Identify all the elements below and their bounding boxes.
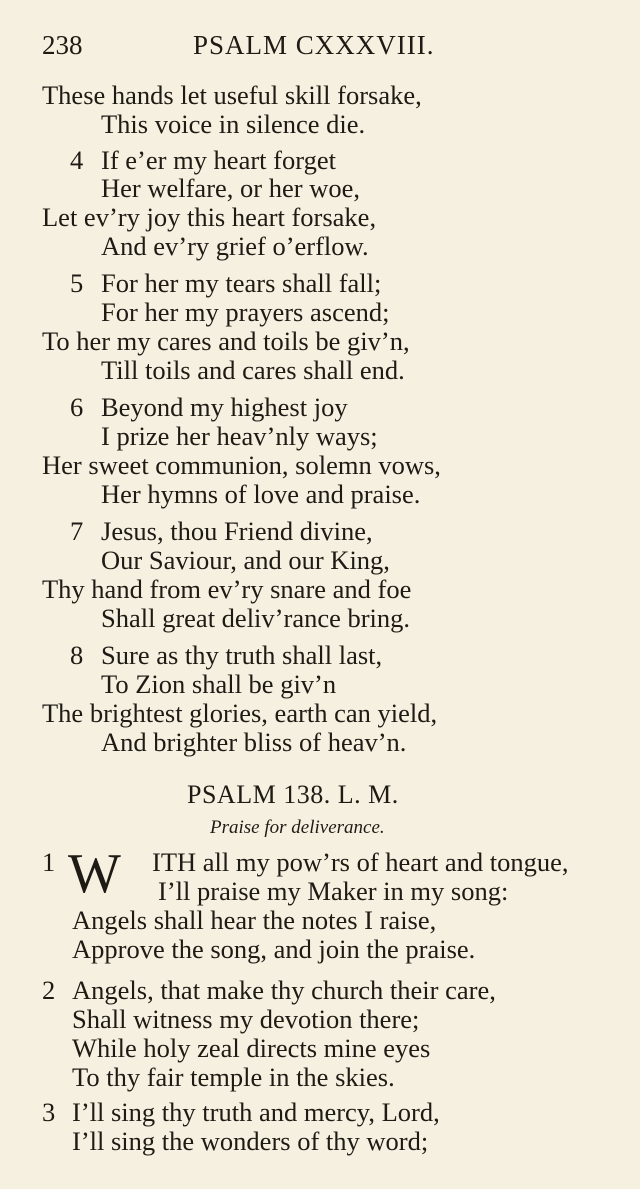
verse-line: Her sweet communion, solemn vows, — [42, 450, 441, 480]
verse-line: Approve the song, and join the praise. — [72, 934, 476, 964]
psalm-subtitle: Praise for deliverance. — [210, 817, 385, 838]
verse-line: Till toils and cares shall end. — [101, 355, 405, 385]
verse-line: To Zion shall be giv’n — [101, 669, 337, 699]
stanza-number: 6 — [70, 392, 84, 422]
stanza-number: 8 — [70, 640, 84, 670]
verse-number: 3 — [42, 1097, 56, 1127]
verse-line: If e’er my heart forget — [101, 145, 336, 175]
verse-number: 1 — [42, 847, 56, 877]
verse-number: 2 — [42, 975, 56, 1005]
verse-line: The brightest glories, earth can yield, — [42, 698, 438, 728]
verse-line: Our Saviour, and our King, — [101, 545, 390, 575]
verse-line: Sure as thy truth shall last, — [101, 640, 383, 670]
verse-line: And ev’ry grief o’erflow. — [101, 231, 369, 261]
verse-line: I’ll sing thy truth and mercy, Lord, — [72, 1097, 440, 1127]
verse-line: To her my cares and toils be giv’n, — [42, 326, 410, 356]
stanza-number: 5 — [70, 268, 84, 298]
verse-line: Let ev’ry joy this heart forsake, — [42, 202, 377, 232]
verse-line: And brighter bliss of heav’n. — [101, 727, 407, 757]
verse-line: I’ll sing the wonders of thy word; — [72, 1126, 429, 1156]
running-title: PSALM CXXXVIII. — [193, 30, 435, 60]
page-number: 238 — [42, 30, 83, 60]
verse-line: Shall great deliv’rance bring. — [101, 603, 411, 633]
verse-line: Her welfare, or her woe, — [101, 173, 360, 203]
verse-line: Jesus, thou Friend divine, — [101, 516, 373, 546]
verse-line: Thy hand from ev’ry snare and foe — [42, 574, 412, 604]
verse-line: For her my tears shall fall; — [101, 268, 382, 298]
stanza-number: 7 — [70, 516, 84, 546]
verse-line: Shall witness my devotion there; — [72, 1004, 420, 1034]
drop-cap: W — [68, 843, 121, 905]
verse-line: Angels shall hear the notes I raise, — [72, 905, 437, 935]
verse-line: This voice in silence die. — [101, 109, 366, 139]
psalm-title: PSALM 138. L. M. — [187, 780, 399, 809]
verse-line: Her hymns of love and praise. — [101, 479, 421, 509]
verse-line: I’ll praise my Maker in my song: — [158, 876, 509, 906]
verse-line: I prize her heav’nly ways; — [101, 421, 378, 451]
stanza-number: 4 — [70, 145, 84, 175]
verse-line: While holy zeal directs mine eyes — [72, 1033, 431, 1063]
verse-line: ITH all my pow’rs of heart and tongue, — [152, 847, 569, 877]
verse-line: These hands let useful skill forsake, — [42, 80, 422, 110]
verse-line: For her my prayers ascend; — [101, 297, 390, 327]
verse-line: To thy fair temple in the skies. — [72, 1062, 395, 1092]
verse-line: Beyond my highest joy — [101, 392, 348, 422]
verse-line: Angels, that make thy church their care, — [72, 975, 496, 1005]
